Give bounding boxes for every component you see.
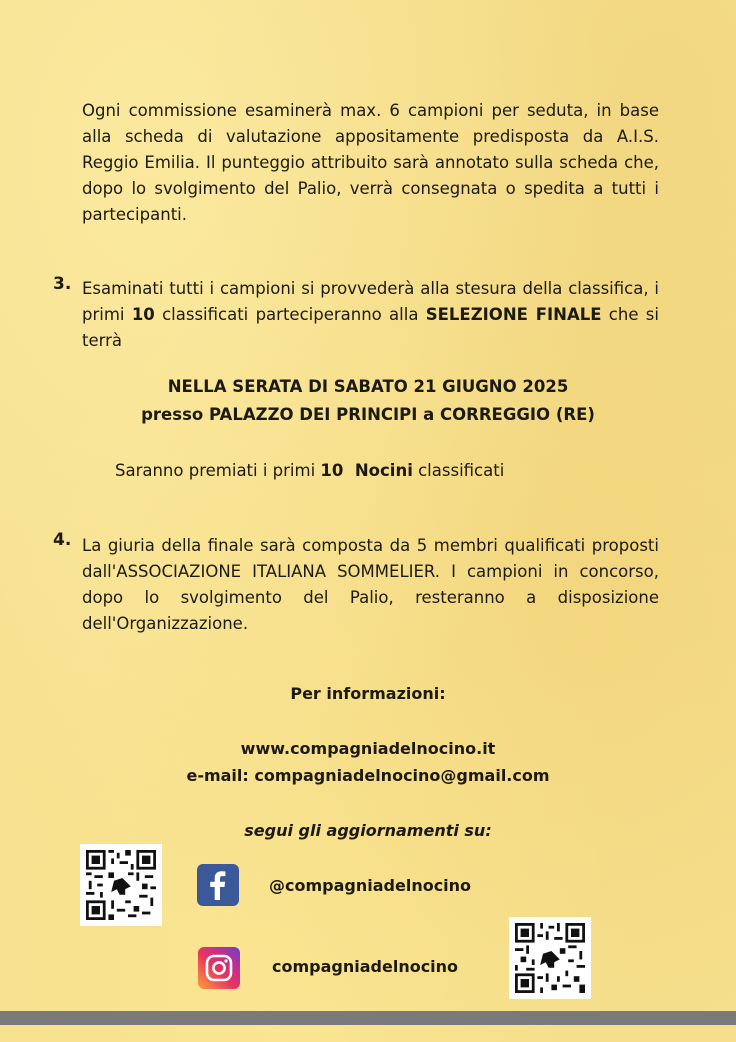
item-number-3: 3. [53, 274, 72, 294]
qr-code-instagram[interactable] [509, 917, 591, 999]
website-link[interactable]: www.compagniadelnocino.it [240, 739, 496, 758]
item-3-text-before: Esaminati tutti i campioni si provvederà alla stesura della classifica, i primi [82, 279, 659, 324]
item-3-selection: SELEZIONE FINALE [425, 305, 602, 324]
item-3-text-after: che si terrà [82, 305, 659, 350]
item-3-count: 10 [131, 305, 155, 324]
instagram-icon[interactable] [198, 947, 240, 989]
awards-before: Saranno premiati i primi [115, 461, 321, 480]
intro-paragraph: Ogni commissione esaminerà max. 6 campioni per seduta, in base alla scheda di valutazione appositamente predisposta da A.I.S. Reggio Emilia. Il punteggio attribuito sarà annotato sulla scheda che, dopo lo svolgimento del Palio, verrà consegnata o spedita a tutti i partecipanti. [82, 101, 659, 224]
item-4-paragraph: La giuria della finale sarà composta da 5 membri qualificati proposti dall'ASSOCIAZIONE ITALIANA SOMMELIER. I campioni in concorso, dopo lo svolgimento del Palio, resteranno a disposizione dell'Organizzazione. [82, 536, 659, 633]
contact-heading: Per informazioni: [290, 684, 446, 703]
item-number-4: 4. [53, 530, 72, 550]
qr-code-icon [515, 923, 585, 993]
awards-after: classificati [412, 461, 505, 480]
qr-code-facebook[interactable] [80, 844, 162, 926]
facebook-handle[interactable]: @compagniadelnocino [269, 876, 472, 895]
event-location: presso PALAZZO DEI PRINCIPI a CORREGGIO (RE) [141, 405, 595, 424]
awards-bold: 10 Nocini [320, 461, 413, 480]
facebook-icon[interactable] [197, 864, 239, 906]
event-date: NELLA SERATA DI SABATO 21 GIUGNO 2025 [167, 377, 569, 396]
item-3-text-middle: classificati parteciperanno alla [154, 305, 426, 324]
instagram-handle[interactable]: compagniadelnocino [272, 957, 459, 976]
email-link[interactable]: e-mail: compagniadelnocino@gmail.com [186, 766, 550, 785]
awards-line [115, 458, 504, 484]
qr-code-icon [86, 850, 156, 920]
bottom-bar [0, 1011, 736, 1025]
item-3-paragraph [82, 276, 659, 354]
follow-text: segui gli aggiornamenti su: [244, 821, 492, 840]
